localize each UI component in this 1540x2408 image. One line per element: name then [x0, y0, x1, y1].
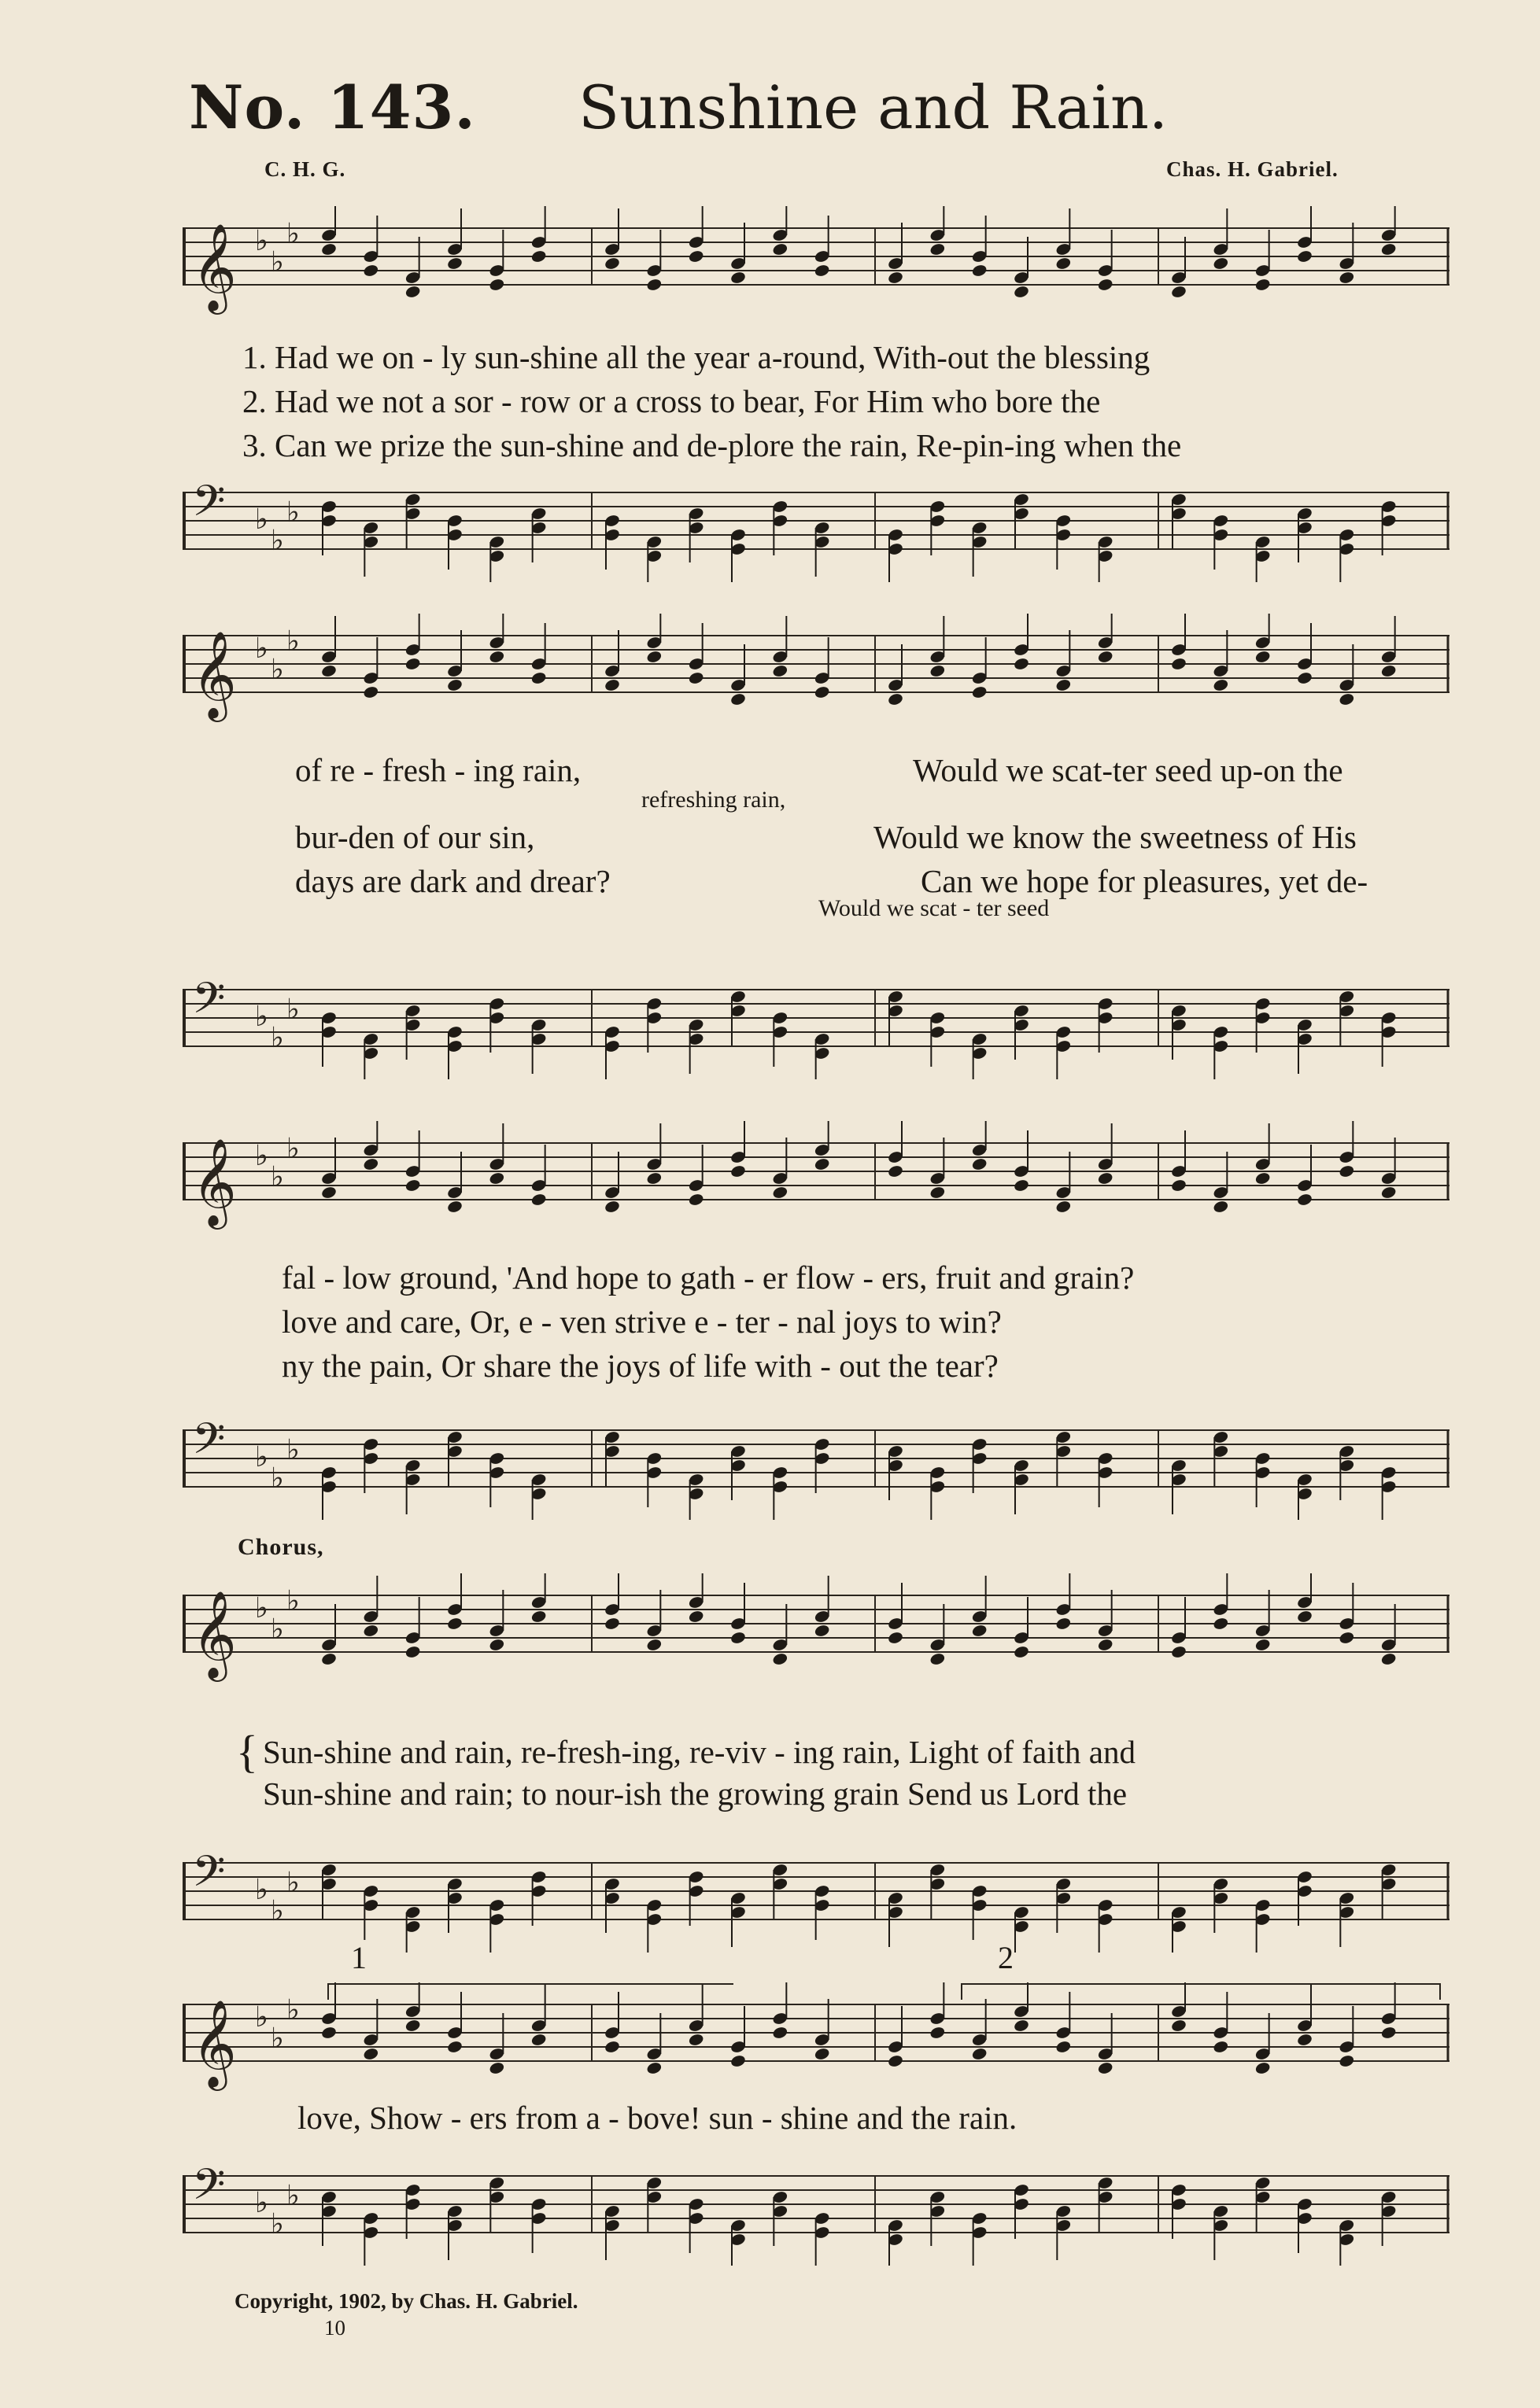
note-head: [530, 1193, 547, 1207]
note-head: [1055, 256, 1072, 271]
note-head: [1213, 1617, 1229, 1631]
flat-icon: ♭: [271, 2023, 284, 2055]
note-head: [1254, 2061, 1271, 2075]
flat-icon: ♭: [286, 496, 300, 529]
treble-clef-icon: 𝄞: [192, 1138, 237, 1226]
note-head: [772, 664, 788, 678]
note-head: [363, 1624, 379, 1638]
flat-icon: ♭: [255, 2187, 268, 2219]
note-head: [1097, 2061, 1113, 2075]
note-head: [646, 1171, 663, 1186]
verse-2-line-2b: Would we know the sweetness of His: [873, 819, 1357, 855]
note-head: [814, 1157, 830, 1171]
note-head: [772, 2026, 788, 2040]
flat-icon: ♭: [271, 1613, 284, 1646]
note-head: [1339, 1164, 1355, 1178]
note-head: [320, 242, 337, 256]
note-head: [887, 1631, 903, 1645]
lyricist-credit: C. H. G.: [264, 157, 346, 181]
flat-icon: ♭: [255, 2001, 268, 2034]
note-head: [1380, 1652, 1397, 1666]
hymn-title: Sunshine and Rain.: [578, 72, 1169, 142]
note-head: [530, 249, 547, 264]
note-head: [646, 2061, 663, 2075]
note-head: [404, 2019, 421, 2033]
second-ending-number: 2: [998, 1940, 1014, 1975]
chorus-label: Chorus,: [238, 1534, 324, 1560]
note-head: [929, 1652, 946, 1666]
note-head: [929, 664, 946, 678]
note-head: [530, 1610, 547, 1624]
flat-icon: ♭: [286, 1994, 300, 2026]
note-head: [604, 678, 620, 692]
note-head: [1097, 1171, 1113, 1186]
note-head: [1013, 1178, 1029, 1193]
staff-system-3-treble: [183, 1121, 1450, 1233]
bass-clef-icon: 𝄢: [192, 973, 226, 1034]
note-head: [604, 2040, 620, 2054]
note-head: [1296, 249, 1313, 264]
note-head: [1097, 1638, 1113, 1652]
echo-refreshing-rain: refreshing rain,: [641, 787, 786, 813]
note-head: [320, 664, 337, 678]
note-head: [1296, 671, 1313, 685]
note-head: [1296, 1193, 1313, 1207]
note-head: [1170, 657, 1187, 671]
note-head: [887, 271, 903, 285]
bass-clef-icon: 𝄢: [192, 2159, 226, 2220]
note-head: [688, 2033, 704, 2047]
flat-icon: ♭: [255, 1140, 268, 1172]
note-head: [646, 650, 663, 664]
flat-icon: ♭: [271, 246, 284, 278]
note-head: [729, 1164, 746, 1178]
verse-1-line-2a: of re - fresh - ing rain,: [295, 752, 582, 788]
note-head: [887, 692, 903, 706]
note-head: [1254, 1638, 1271, 1652]
echo-would-we-scatter: Would we scat - ter seed: [818, 895, 1050, 921]
flat-icon: ♭: [255, 1441, 268, 1473]
note-head: [404, 285, 421, 299]
hymn-number: No. 143.: [189, 72, 476, 142]
staff-system-2-treble: [183, 614, 1450, 725]
note-head: [729, 692, 746, 706]
note-head: [404, 1645, 421, 1659]
note-head: [1339, 692, 1355, 706]
note-head: [971, 1624, 988, 1638]
treble-clef-icon: 𝄞: [192, 1590, 237, 1678]
note-head: [446, 678, 463, 692]
verse-2-line-3: love and care, Or, e - ven strive e - ter - nal joys to win?: [282, 1304, 1002, 1340]
verse-3-line-1: 3. Can we prize the sun-shine and de-plore the rain, Re-pin-ing when the: [242, 427, 1182, 463]
note-head: [1213, 2040, 1229, 2054]
treble-clef-icon: 𝄞: [192, 1999, 237, 2087]
flat-icon: ♭: [286, 1867, 300, 1899]
flat-icon: ♭: [271, 525, 284, 557]
note-head: [772, 242, 788, 256]
staff-final-bass: [183, 2154, 1450, 2266]
note-head: [929, 2026, 946, 2040]
note-head: [814, 1624, 830, 1638]
note-head: [604, 1200, 620, 1214]
flat-icon: ♭: [271, 654, 284, 686]
bass-clef-icon: 𝄢: [192, 1846, 226, 1907]
chorus-line-2: Sun-shine and rain; to nour-ish the growing grain Send us Lord the: [263, 1776, 1128, 1812]
staff-system-3-bass: [183, 1408, 1450, 1520]
flat-icon: ♭: [271, 1161, 284, 1193]
flat-icon: ♭: [255, 225, 268, 257]
first-ending-bracket: [328, 1984, 733, 2000]
staff-chorus-bass: [183, 1841, 1450, 1953]
flat-icon: ♭: [255, 1001, 268, 1033]
note-head: [1380, 2026, 1397, 2040]
note-head: [1380, 242, 1397, 256]
note-head: [1013, 1645, 1029, 1659]
note-head: [1380, 664, 1397, 678]
note-head: [363, 264, 379, 278]
note-head: [1055, 1617, 1072, 1631]
verse-2-line-2a: bur-den of our sin,: [295, 819, 535, 855]
note-head: [1254, 278, 1271, 292]
page-number: 10: [324, 2316, 345, 2340]
note-head: [1339, 271, 1355, 285]
note-head: [814, 685, 830, 699]
note-head: [971, 264, 988, 278]
note-head: [604, 1617, 620, 1631]
flat-icon: ♭: [286, 1133, 300, 1165]
note-head: [688, 1610, 704, 1624]
note-head: [1296, 2033, 1313, 2047]
note-head: [320, 2026, 337, 2040]
note-head: [530, 671, 547, 685]
verse-1-line-2b: Would we scat-ter seed up-on the: [913, 752, 1343, 788]
verse-3-line-2a: days are dark and drear?: [295, 863, 611, 899]
note-head: [646, 278, 663, 292]
note-head: [363, 2047, 379, 2061]
note-head: [646, 1638, 663, 1652]
note-head: [814, 264, 830, 278]
verse-3-line-3: ny the pain, Or share the joys of life with - out the tear?: [282, 1348, 999, 1384]
first-ending-number: 1: [351, 1940, 367, 1975]
note-head: [1055, 1200, 1072, 1214]
flat-icon: ♭: [271, 1022, 284, 1054]
note-head: [971, 2047, 988, 2061]
flat-icon: ♭: [271, 1895, 284, 1927]
note-head: [1097, 650, 1113, 664]
flat-icon: ♭: [255, 1592, 268, 1624]
note-head: [1380, 1186, 1397, 1200]
verse-2-line-1: 2. Had we not a sor - row or a cross to bear, For Him who bore the: [242, 383, 1101, 419]
note-head: [489, 278, 505, 292]
note-head: [772, 1186, 788, 1200]
note-head: [1013, 657, 1029, 671]
ending-line: love, Show - ers from a - bove! sun - shine and the rain.: [297, 2100, 1017, 2136]
note-head: [887, 1164, 903, 1178]
note-head: [489, 2061, 505, 2075]
flat-icon: ♭: [286, 994, 300, 1026]
note-head: [1213, 256, 1229, 271]
note-head: [729, 1631, 746, 1645]
flat-icon: ♭: [286, 625, 300, 658]
chorus-brace: {: [236, 1726, 258, 1777]
composer-credit: Chas. H. Gabriel.: [1166, 157, 1339, 181]
note-head: [1170, 285, 1187, 299]
note-head: [1296, 1610, 1313, 1624]
staff-system-2-bass: [183, 968, 1450, 1079]
note-head: [1254, 1171, 1271, 1186]
note-head: [320, 1652, 337, 1666]
note-head: [489, 1171, 505, 1186]
note-head: [1339, 2054, 1355, 2068]
note-head: [971, 685, 988, 699]
note-head: [604, 256, 620, 271]
flat-icon: ♭: [271, 2208, 284, 2240]
note-head: [1013, 285, 1029, 299]
note-head: [489, 1638, 505, 1652]
note-head: [363, 1157, 379, 1171]
staff-system-1-bass: [183, 470, 1450, 582]
note-head: [688, 671, 704, 685]
note-head: [1055, 2040, 1072, 2054]
note-head: [814, 2047, 830, 2061]
note-head: [1170, 2019, 1187, 2033]
flat-icon: ♭: [255, 1874, 268, 1906]
staff-chorus-treble: [183, 1573, 1450, 1685]
note-head: [729, 271, 746, 285]
verse-1-line-1: 1. Had we on - ly sun-shine all the year a-round, With-out the blessing: [242, 339, 1150, 375]
note-head: [404, 657, 421, 671]
note-head: [446, 1200, 463, 1214]
note-head: [446, 2040, 463, 2054]
flat-icon: ♭: [271, 1462, 284, 1495]
note-head: [1339, 1631, 1355, 1645]
note-head: [1013, 2019, 1029, 2033]
note-head: [404, 1178, 421, 1193]
note-head: [688, 1193, 704, 1207]
note-head: [1097, 278, 1113, 292]
note-head: [489, 650, 505, 664]
flat-icon: ♭: [286, 1434, 300, 1466]
copyright-notice: Copyright, 1902, by Chas. H. Gabriel.: [235, 2289, 578, 2313]
note-head: [530, 2033, 547, 2047]
note-head: [887, 2054, 903, 2068]
note-head: [320, 1186, 337, 1200]
note-head: [446, 256, 463, 271]
flat-icon: ♭: [286, 1585, 300, 1617]
note-head: [729, 2054, 746, 2068]
verse-1-line-3: fal - low ground, 'And hope to gath - er flow - ers, fruit and grain?: [282, 1259, 1135, 1296]
bass-clef-icon: 𝄢: [192, 476, 226, 537]
note-head: [688, 249, 704, 264]
flat-icon: ♭: [286, 218, 300, 250]
note-head: [929, 1186, 946, 1200]
note-head: [363, 685, 379, 699]
note-head: [1254, 650, 1271, 664]
second-ending-bracket: [962, 1984, 1440, 2000]
chorus-line-1: Sun-shine and rain, re-fresh-ing, re-viv - ing rain, Light of faith and: [263, 1734, 1136, 1770]
note-head: [1213, 678, 1229, 692]
treble-clef-icon: 𝄞: [192, 630, 237, 718]
verse-3-line-2b: Can we hope for pleasures, yet de-: [921, 863, 1368, 899]
note-head: [1055, 678, 1072, 692]
note-head: [1170, 1178, 1187, 1193]
treble-clef-icon: 𝄞: [192, 223, 237, 311]
note-head: [1170, 1645, 1187, 1659]
bass-clef-icon: 𝄢: [192, 1414, 226, 1474]
staff-system-1-treble: [183, 206, 1450, 318]
note-head: [446, 1617, 463, 1631]
note-head: [772, 1652, 788, 1666]
note-head: [929, 242, 946, 256]
flat-icon: ♭: [255, 503, 268, 536]
note-head: [971, 1157, 988, 1171]
flat-icon: ♭: [286, 2180, 300, 2212]
flat-icon: ♭: [255, 632, 268, 665]
staff-final-treble: [183, 1982, 1450, 2094]
note-head: [1213, 1200, 1229, 1214]
